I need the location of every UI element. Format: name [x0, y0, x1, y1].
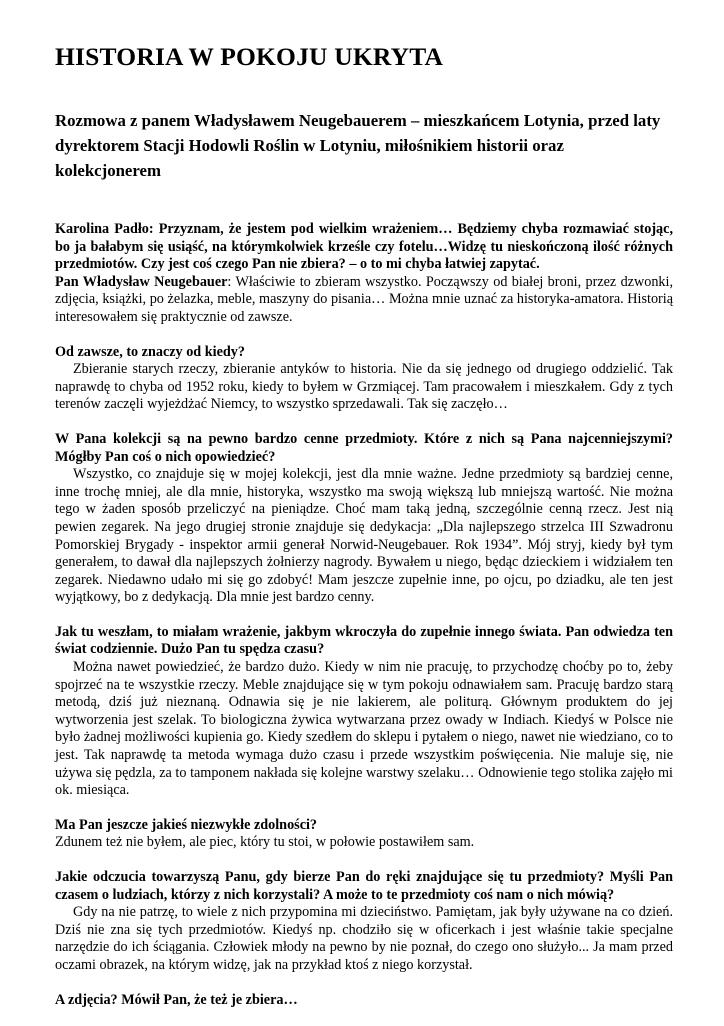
qa-block-6	[55, 992, 673, 1010]
article-subtitle: Rozmowa z panem Władysławem Neugebauerem – mieszkańcem Lotynia, przed laty dyrektorem Stacji Hodowli Roślin w Lotyniu, miłośnikiem historii oraz kolekcjonerem	[55, 111, 661, 180]
question-1: Od zawsze, to znaczy od kiedy?	[55, 343, 245, 360]
answer-3: Można nawet powiedzieć, że bardzo dużo. Kiedy w nim nie pracuję, to przychodzę choćby po to, żeby spojrzeć na te wszystkie rzeczy. Meble znajdujące się w tym pokoju odnawiałem sam. Pracuję bardzo starą metodą, dziś już nieznaną. Odnawia się je nie lakierem, ale politurą. Głównym produktem do jej wytworzenia jest szelak. To biologiczna żywica wytwarzana przez owady w Indiach. Kiedyś w Polsce nie było żadnej możliwości kupienia go. Kiedy szedłem do sklepu i pytałem o niego, nawet nie wiedziano, co to jest. Tak naprawdę ta metoda wymaga dużo czasu i przede wszystkim poświęcenia. Nie maluje się, nie używa się pędzla, za to tamponem nakłada się kolejne warstwy szelaku… Odnowienie tego stolika zajęło mi ok. miesiąca.	[55, 659, 673, 799]
answer-4: Zdunem też nie byłem, ale piec, który tu stoi, w połowie postawiłem sam.	[55, 834, 475, 851]
qa-block-3	[55, 624, 673, 800]
intro-answer-text: : Właściwie to zbieram wszystko. Począwszy od białej broni, przez dzwonki, zdjęcia, książki, po żelazka, meble, maszyny do pisania… Można mnie uznać za historyka-amatora. Historią interesowałem się praktycznie od zawsze.	[55, 273, 673, 325]
answer-1: Zbieranie starych rzeczy, zbieranie antyków to historia. Nie da się jednego od drugiego oddzielić. Tak naprawdę to chyba od 1952 roku, kiedy to byłem w Grzmiącej. Tam pracowałem i mieszkałem. Gdy z tych terenów zaczęli wyjeżdżać Niemcy, to wszystko sprzedawali. Tak się zaczęło…	[55, 361, 673, 413]
answer-5: Gdy na nie patrzę, to wiele z nich przypomina mi dzieciństwo. Pamiętam, jak były używane na co dzień. Dziś nie zna się tych przedmiotów. Kiedyś np. chodziło się w oficerkach i jest właśnie takie specjalne narzędzie do ich ściągania. Człowiek młody na pewno by nie poznał, do czego ono służyło... Ja mam przed oczami obrazek, na którym widzę, jak na przykład ktoś z niego korzystał.	[55, 904, 673, 973]
qa-block-2	[55, 431, 673, 607]
intro-answer	[55, 274, 673, 327]
qa-block-4	[55, 817, 673, 852]
question-2: W Pana kolekcji są na pewno bardzo cenne przedmioty. Które z nich są Pana najcenniejszymi? Mógłby Pan coś o nich opowiedzieć?	[55, 430, 673, 465]
intro-question: Karolina Padło: Przyznam, że jestem pod wielkim wrażeniem… Będziemy chyba rozmawiać stojąc, bo ja bałabym się usiąść, na którymkolwiek krześle czy fotelu…Widzę tu nieskończoną ilość różnych przedmiotów. Czy jest coś czego Pan nie zbiera? – o to mi chyba łatwiej zapytać.	[55, 221, 673, 273]
question-4: Ma Pan jeszcze jakieś niezwykłe zdolności?	[55, 816, 318, 833]
qa-block-1	[55, 344, 673, 414]
page-title: HISTORIA W POKOJU UKRYTA	[55, 42, 444, 71]
intro-block	[55, 221, 673, 327]
interview-content	[55, 221, 673, 1026]
speaker-name: Pan Władysław Neugebauer	[55, 273, 228, 290]
answer-2: Wszystko, co znajduje się w mojej kolekcji, jest dla mnie ważne. Jedne przedmioty są bardziej cenne, inne trochę mniej, ale dla mnie, historyka, wszystko ma swoją większą lub mniejszą wartość. Nie można tego w żaden sposób przeliczyć na pieniądze. Choć mam taką jedną, szczególnie cenną rzecz. Jest nią pewien zegarek. Na jego drugiej stronie znajduje się dedykacja: „Dla najlepszego strzelca III Szwadronu Pomorskiej Brygady - inspektor armii generał Norwid-Neugebauer. Rok 1934”. Mój stryj, kiedy był tym generałem, to dawał dla najlepszych żołnierzy nagrody. Bywałem u niego, będąc dzieckiem i widziałem ten zegarek. Niedawno udało mi się go zdobyć! Mam jeszcze zupełnie inne, po ojcu, po dziadku, ale ten jest wyjątkowy, bo z dedykacją. Dla mnie jest bardzo cenny.	[55, 466, 673, 606]
qa-block-5	[55, 869, 673, 975]
question-3: Jak tu weszłam, to miałam wrażenie, jakbym wkroczyła do zupełnie innego świata. Pan odwiedza ten świat codziennie. Dużo Pan tu spędza czasu?	[55, 623, 673, 658]
question-6: A zdjęcia? Mówił Pan, że też je zbiera…	[55, 991, 298, 1008]
question-5: Jakie odczucia towarzyszą Panu, gdy bierze Pan do ręki znajdujące się tu przedmioty? Myśli Pan czasem o ludziach, którzy z nich korzystali? A może to te przedmioty coś nam o nich mówią?	[55, 869, 673, 903]
